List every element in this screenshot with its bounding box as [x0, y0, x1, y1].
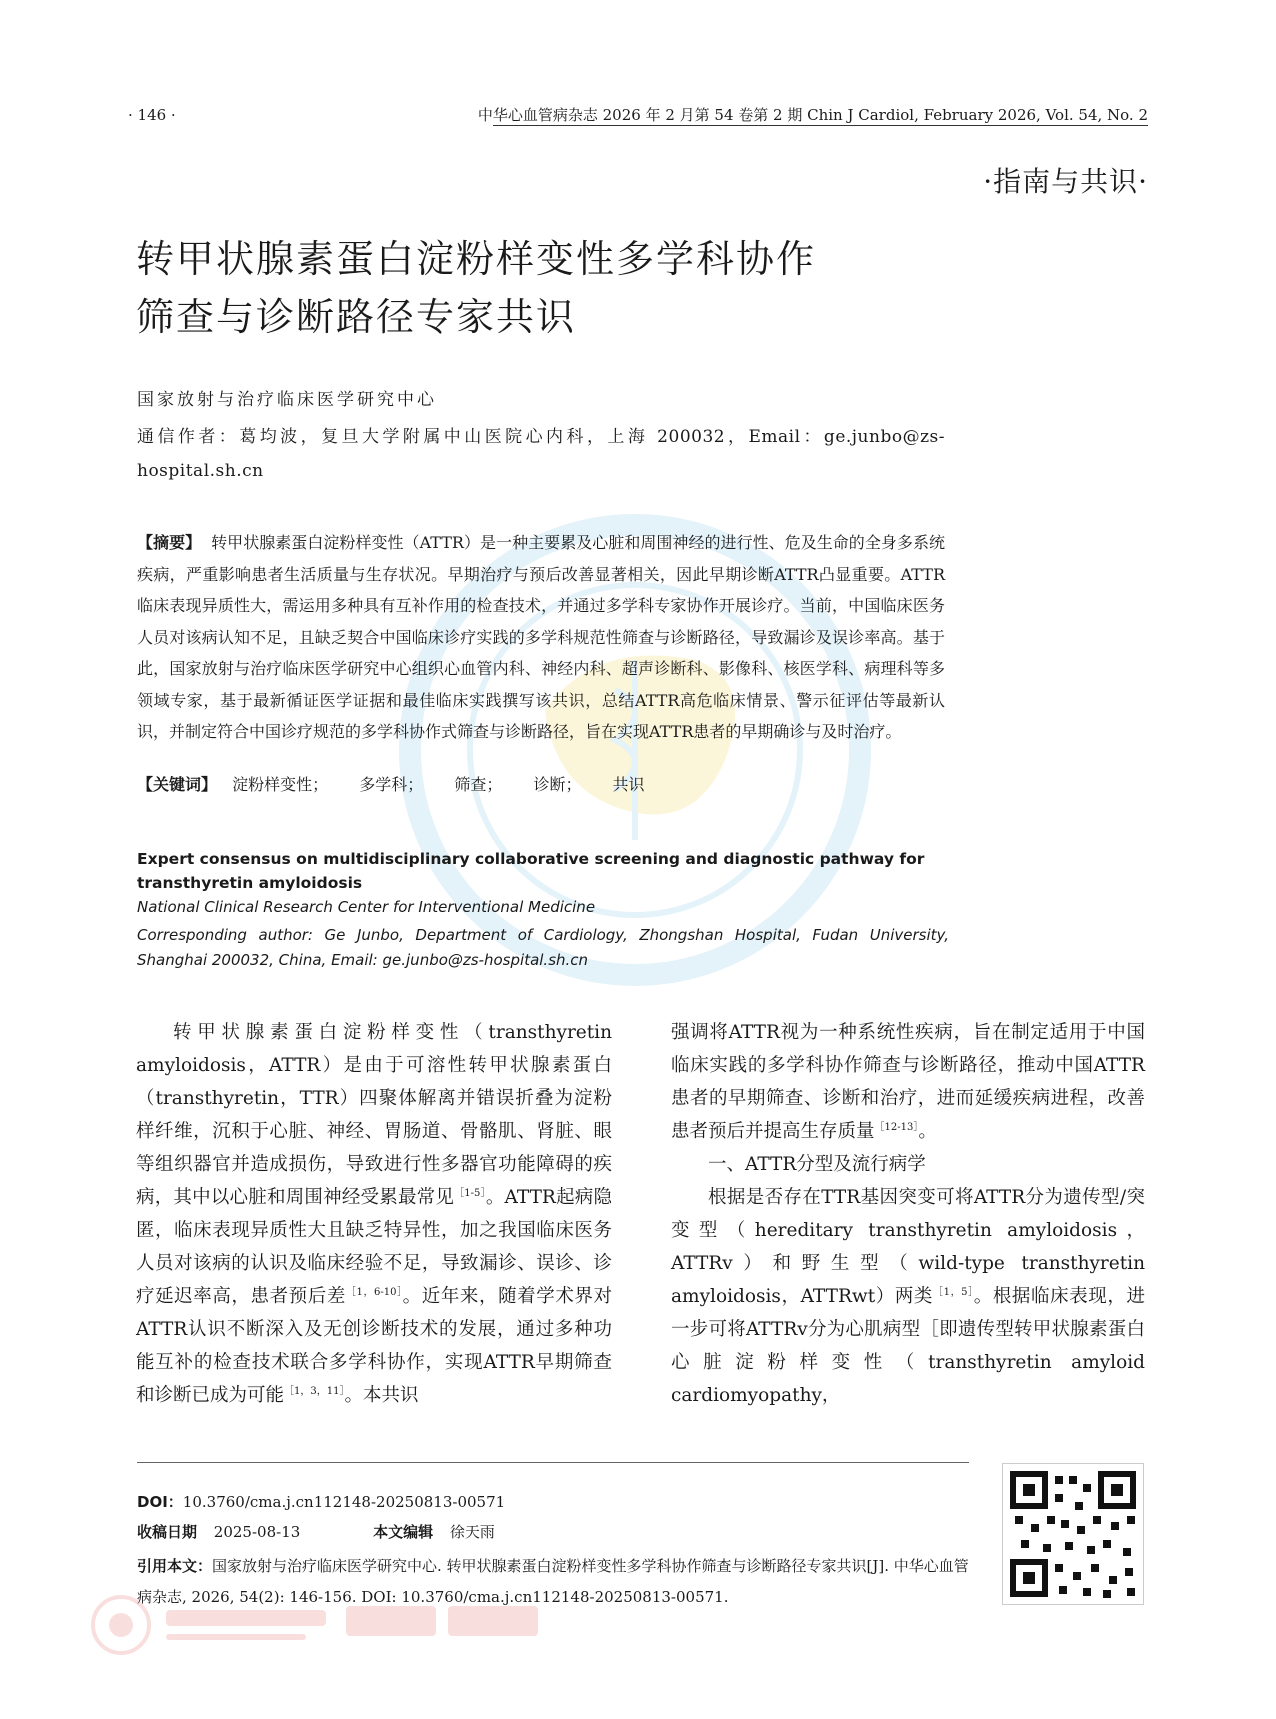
- title-line-1: 转甲状腺素蛋白淀粉样变性多学科协作: [136, 237, 817, 281]
- cite-text: 国家放射与治疗临床医学研究中心. 转甲状腺素蛋白淀粉样变性多学科协作筛查与诊断路径专家共识[J]. 中华心血管病杂志, 2026, 54(2): 146-156. DOI: 10.3760/cma.j.cn112148-20250813-00571.: [137, 1557, 969, 1606]
- keyword: 筛查；: [454, 775, 503, 794]
- keyword: 多学科；: [359, 775, 424, 794]
- abstract-label: 【摘要】: [137, 533, 202, 552]
- abstract-text: 转甲状腺素蛋白淀粉样变性（ATTR）是一种主要累及心脏和周围神经的进行性、危及生命的全身多系统疾病，严重影响患者生活质量与生存状况。早期治疗与预后改善显著相关，因此早期诊断ATTR凸显重要。ATTR临床表现异质性大，需运用多种具有互补作用的检查技术，并通过多学科专家协作开展诊疗。当前，中国临床医务人员对该病认知不足，且缺乏契合中国临床诊疗实践的多学科规范性筛查与诊断路径，导致漏诊及误诊率高。基于此，国家放射与治疗临床医学研究中心组织心血管内科、神经内科、超声诊断科、影像科、核医学科、病理科等多领域专家，基于最新循证医学证据和最佳临床实践撰写该共识，总结ATTR高危临床情景、警示征评估等最新认识，并制定符合中国诊疗规范的多学科协作式筛查与诊断路径，旨在实现ATTR患者的早期确诊与及时治疗。: [137, 533, 945, 741]
- reference-citation[interactable]: ［1-5］: [454, 1187, 486, 1199]
- header-rule: [493, 125, 1148, 126]
- english-organization: National Clinical Research Center for Interventional Medicine: [137, 898, 596, 916]
- keyword: 共识: [612, 775, 645, 794]
- received-label: 收稿日期: [137, 1523, 198, 1541]
- body-text: 。根据临床表现，进一步可将ATTRv分为心肌病型［即遗传型转甲状腺素蛋白心脏淀粉样变性（transthyretin amyloid cardiomyopathy，: [671, 1286, 1145, 1406]
- english-corresponding-author: Corresponding author: Ge Junbo, Department of Cardiology, Zhongshan Hospital, Fudan University, Shanghai 200032, China, Email: ge.junbo@zs-hospital.sh.cn: [137, 926, 949, 969]
- publisher-logo-watermark: [86, 1590, 566, 1660]
- received-date: 2025-08-13: [213, 1523, 301, 1541]
- keyword: 诊断；: [533, 775, 582, 794]
- body-text: 根据是否存在TTR基因突变可将ATTR分为遗传型/突变型（hereditary transthyretin amyloidosis，ATTRv）和野生型（wild-type transthyretin amyloidosis，ATTRwt）两类: [671, 1187, 1145, 1307]
- qr-code[interactable]: [1002, 1463, 1144, 1605]
- received-and-editor: [137, 1521, 495, 1542]
- article-title: [136, 230, 1036, 346]
- body-text: 。近年来，随着学术界对ATTR认识不断深入及无创诊断技术的发展，通过多种功能互补的检查技术联合多学科协作，实现ATTR早期筛查和诊断已成为可能: [136, 1286, 612, 1406]
- body-right-column: [671, 1016, 1145, 1412]
- paragraph: [671, 1181, 1145, 1412]
- running-head: 中华心血管病杂志 2026 年 2 月第 54 卷第 2 期 Chin J Cardiol, February 2026, Vol. 54, No. 2: [477, 106, 1148, 124]
- paragraph: [136, 1016, 612, 1412]
- keyword: 淀粉样变性；: [232, 775, 329, 794]
- doi: [137, 1491, 505, 1512]
- reference-citation[interactable]: ［1，6-10］: [345, 1286, 403, 1298]
- paragraph: [671, 1016, 1145, 1148]
- reference-citation[interactable]: ［1，3，11］: [284, 1385, 345, 1397]
- body-text: 。: [918, 1121, 937, 1142]
- doi-label: DOI：: [137, 1493, 183, 1511]
- reference-citation[interactable]: ［12-13］: [874, 1121, 919, 1133]
- cite-label: 引用本文：: [137, 1557, 213, 1575]
- editor-name: 徐天雨: [449, 1523, 495, 1541]
- abstract: [137, 527, 945, 748]
- title-line-2: 筛查与诊断路径专家共识: [136, 295, 577, 339]
- doi-value[interactable]: 10.3760/cma.j.cn112148-20250813-00571: [182, 1493, 506, 1511]
- body-text: 转甲状腺素蛋白淀粉样变性（transthyretin amyloidosis，ATTR）是由于可溶性转甲状腺素蛋白（transthyretin，TTR）四聚体解离并错误折叠为淀粉样纤维，沉积于心脏、神经、胃肠道、骨骼肌、肾脏、眼等组织器官并造成损伤，导致进行性多器官功能障碍的疾病，其中以心脏和周围神经受累最常见: [136, 1022, 612, 1208]
- page-number: · 146 ·: [128, 106, 176, 124]
- editor-label: 本文编辑: [373, 1523, 434, 1541]
- section-label: ·指南与共识·: [983, 165, 1148, 198]
- english-title: Expert consensus on multidisciplinary collaborative screening and diagnostic pathway for transthyretin amyloidosis: [137, 850, 925, 892]
- body-text: 强调将ATTR视为一种系统性疾病，旨在制定适用于中国临床实践的多学科协作筛查与诊断路径，推动中国ATTR患者的早期筛查、诊断和治疗，进而延缓疾病进程，改善患者预后并提高生存质量: [671, 1022, 1145, 1142]
- keywords-label: 【关键词】: [137, 775, 218, 794]
- footer-rule: [137, 1462, 969, 1463]
- reference-citation[interactable]: ［1，5］: [933, 1286, 974, 1298]
- keywords: [137, 772, 945, 795]
- body-text: 。本共识: [344, 1385, 419, 1406]
- body-text: 。ATTR起病隐匿，临床表现异质性大且缺乏特异性，加之我国临床医务人员对该病的认识及临床经验不足，导致漏诊、误诊、诊疗延迟率高，患者预后差: [136, 1187, 612, 1307]
- body-left-column: [136, 1016, 612, 1412]
- section-heading: 一、ATTR分型及流行病学: [708, 1154, 926, 1175]
- corresponding-author: 通信作者：葛均波，复旦大学附属中山医院心内科，上海 200032，Email：ge.junbo@zs-hospital.sh.cn: [137, 427, 945, 481]
- author-organization: 国家放射与治疗临床医学研究中心: [137, 390, 437, 410]
